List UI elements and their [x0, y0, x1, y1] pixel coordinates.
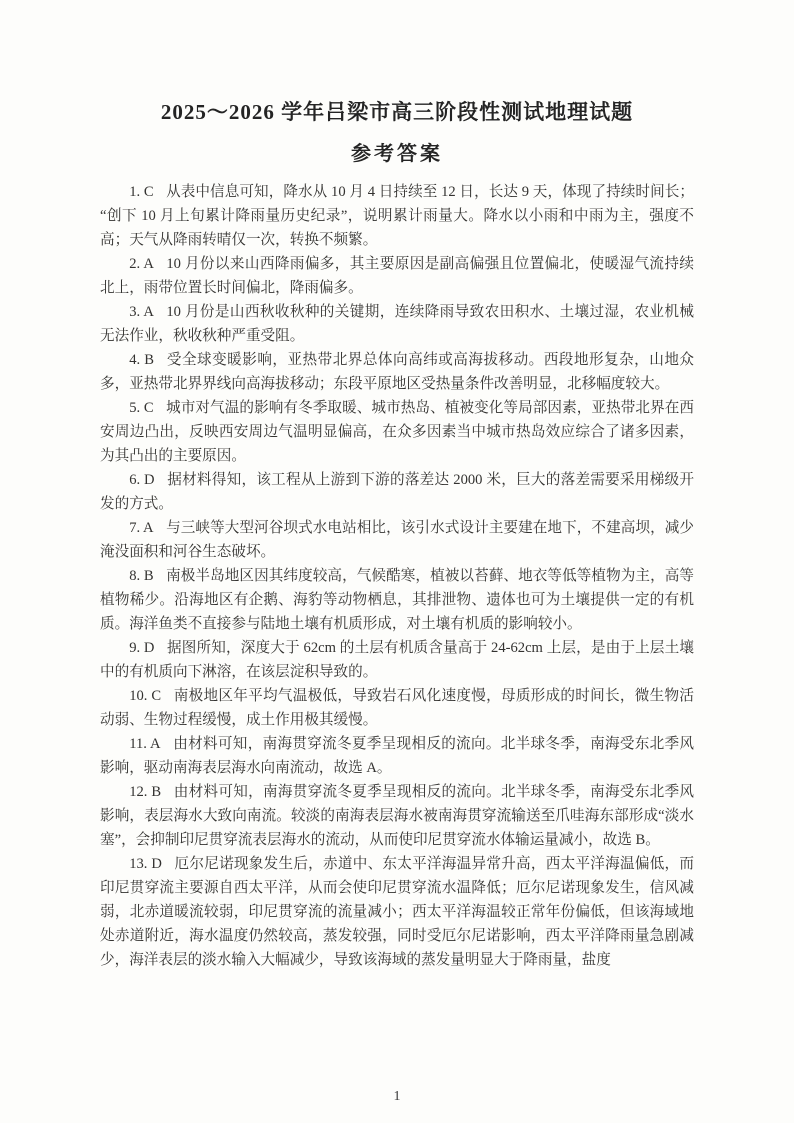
answer-paragraph: [100, 252, 694, 300]
page-number: 1: [393, 1089, 401, 1104]
answer-label: 11. A: [129, 736, 161, 753]
answer-text: 与三峡等大型河谷坝式水电站相比，该引水式设计主要建在地下，不建高坝，减少淹没面积和河谷生态破坏。: [100, 520, 694, 561]
answer-text: 受全球变暖影响，亚热带北界总体向高纬或高海拔移动。西段地形复杂，山地众多，亚热带北界界线向高海拔移动；东段平原地区受热量条件改善明显，北移幅度较大。: [100, 352, 694, 393]
answer-text: 南极地区年平均气温极低，导致岩石风化速度慢，母质形成的时间长，微生物活动弱、生物过程缓慢，成土作用极其缓慢。: [100, 688, 694, 729]
answer-paragraph: [100, 684, 694, 732]
answer-text: 10 月份是山西秋收秋种的关键期，连续降雨导致农田积水、土壤过湿，农业机械无法作业，秋收秋种严重受阻。: [100, 304, 694, 345]
answer-text: 据材料得知，该工程从上游到下游的落差达 2000 米，巨大的落差需要采用梯级开发的方式。: [100, 472, 694, 513]
answer-text: 厄尔尼诺现象发生后，赤道中、东太平洋海温异常升高，西太平洋海温偏低，而印尼贯穿流主要源自西太平洋，从而会使印尼贯穿流水温降低；厄尔尼诺现象发生，信风减弱，北赤道暖流较弱，印尼贯穿流的流量减小；西太平洋海温较正常年份偏低，但该海域地处赤道附近，海水温度仍然较高，蒸发较强，同时受厄尔尼诺影响，西太平洋降雨量急剧减少，海洋表层的淡水输入大幅减少，导致该海域的蒸发量明显大于降雨量，盐度: [100, 856, 694, 969]
answer-label: 2. A: [129, 256, 154, 273]
answer-label: 13. D: [129, 856, 162, 873]
answer-label: 7. A: [129, 520, 154, 537]
answer-paragraph: [100, 636, 694, 684]
answer-text: 由材料可知，南海贯穿流冬夏季呈现相反的流向。北半球冬季，南海受东北季风影响，驱动南海表层海水向南流动，故选 A。: [100, 736, 694, 777]
answer-text: 由材料可知，南海贯穿流冬夏季呈现相反的流向。北半球冬季，南海受东北季风影响，表层海水大致向南流。较淡的南海表层海水被南海贯穿流输送至爪哇海东部形成“淡水塞”，会抑制印尼贯穿流表层海水的流动，从而使印尼贯穿流水体输运量减小，故选 B。: [100, 784, 694, 849]
document-title: 2025～2026 学年吕梁市高三阶段性测试地理试题: [160, 100, 634, 124]
answer-label: 1. C: [129, 184, 154, 201]
answer-paragraph: [100, 732, 694, 780]
answer-text: 城市对气温的影响有冬季取暖、城市热岛、植被变化等局部因素，亚热带北界在西安周边凸出，反映西安周边气温明显偏高，在众多因素当中城市热岛效应综合了诸多因素，为其凸出的主要原因。: [100, 400, 694, 465]
answer-label: 10. C: [129, 688, 162, 705]
answer-text: 10 月份以来山西降雨偏多，其主要原因是副高偏强且位置偏北，使暖湿气流持续北上，雨带位置长时间偏北，降雨偏多。: [100, 256, 694, 297]
answer-text: 从表中信息可知，降水从 10 月 4 日持续至 12 日，长达 9 天，体现了持续时间长；“创下 10 月上旬累计降雨量历史纪录”，说明累计雨量大。降水以小雨和中雨为主，强度不高；天气从降雨转晴仅一次，转换不频繁。: [100, 184, 694, 249]
answer-paragraph: [100, 180, 694, 252]
answer-label: 12. B: [129, 784, 162, 801]
answer-paragraph: [100, 300, 694, 348]
answer-label: 5. C: [129, 400, 154, 417]
answers-list: [0, 180, 794, 972]
answer-paragraph: [100, 564, 694, 636]
answer-label: 3. A: [129, 304, 154, 321]
answer-paragraph: [100, 348, 694, 396]
answer-paragraph: [100, 396, 694, 468]
answer-paragraph: [100, 516, 694, 564]
answer-label: 6. D: [129, 472, 155, 489]
answer-text: 南极半岛地区因其纬度较高，气候酷寒，植被以苔藓、地衣等低等植物为主，高等植物稀少。沿海地区有企鹅、海豹等动物栖息，其排泄物、遗体也可为土壤提供一定的有机质。海洋鱼类不直接参与陆地土壤有机质形成，对土壤有机质的影响较小。: [100, 568, 694, 633]
answer-label: 4. B: [129, 352, 154, 369]
answer-label: 9. D: [129, 640, 155, 657]
answer-paragraph: [100, 780, 694, 852]
answer-paragraph: [100, 852, 694, 972]
answer-text: 据图所知，深度大于 62cm 的土层有机质含量高于 24-62cm 上层，是由于上层土壤中的有机质向下淋溶，在该层淀积导致的。: [100, 640, 694, 681]
answer-paragraph: [100, 468, 694, 516]
document-subtitle: 参考答案: [351, 143, 443, 166]
answer-label: 8. B: [129, 568, 154, 585]
